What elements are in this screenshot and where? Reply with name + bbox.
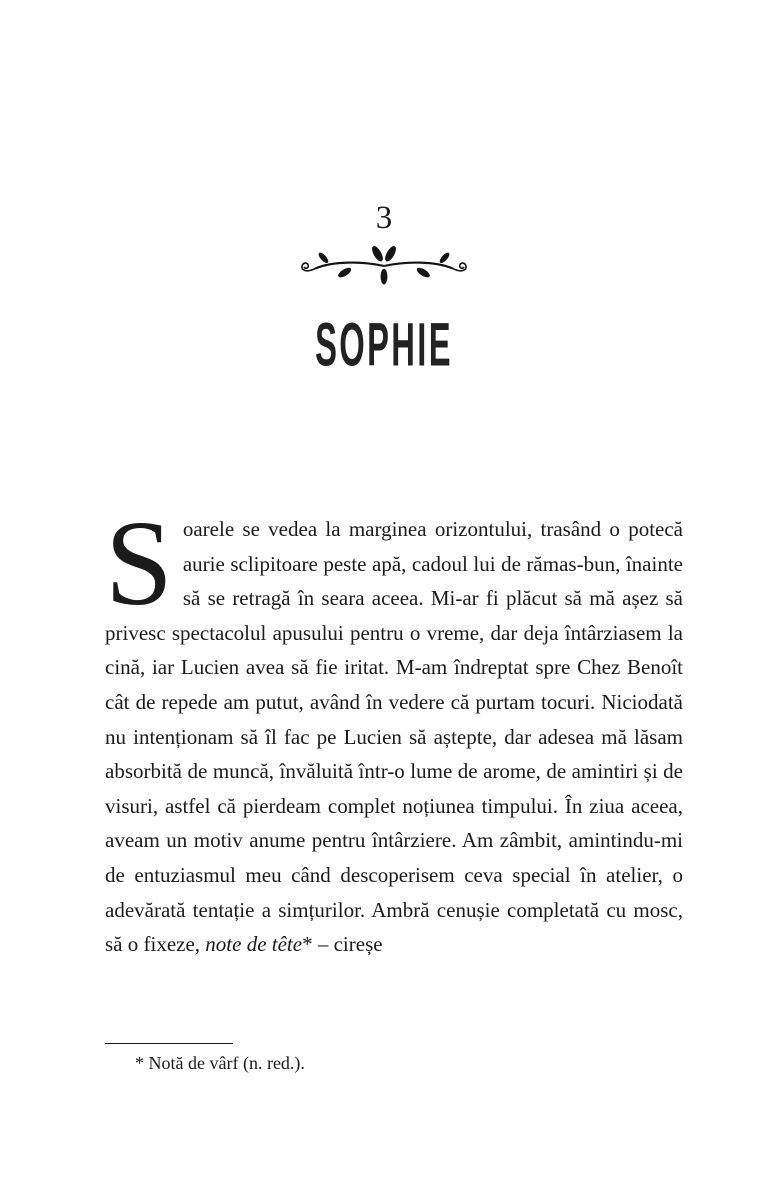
footnote xyxy=(105,1043,683,1074)
floral-ornament-icon xyxy=(294,243,474,289)
paragraph-text-after: * – cireșe xyxy=(302,932,383,957)
footnote-divider xyxy=(105,1043,233,1044)
drop-cap: S xyxy=(105,496,173,631)
ornament-divider xyxy=(0,243,768,294)
chapter-title: SOPHIE xyxy=(315,310,453,379)
paragraph-text: oarele se vedea la marginea orizontului, trasând o potecă aurie sclipitoare peste apă, cadoul lui de rămas-bun, înainte să se retragă în seara aceea. Mi-ar fi plăcut să mă așez să privesc spectacolul apusului pentru o vreme, dar deja întârziasem la cină, iar Lucien avea să fie iritat. M-am îndreptat spre Chez Benoît cât de repede am putut, având în vedere că purtam tocuri. Niciodată nu intenționam să îl fac pe Lucien să aștepte, dar adesea mă lăsam absorbită de muncă, învăluită într-o lume de arome, de amintiri și de visuri, astfel că pierdeam complet noțiunea timpului. În ziua aceea, aveam un motiv anume pentru întârziere. Am zâmbit, amintindu-mi de entuziasmul meu când descoperisem ceva special în atelier, o adevărată tentație a simțurilor. Ambră cenușie completată cu mosc, să o fixeze, xyxy=(105,517,683,957)
chapter-number: 3 xyxy=(375,200,393,236)
footnote-text: * Notă de vârf (n. red.). xyxy=(135,1053,305,1073)
body-paragraph xyxy=(105,496,683,962)
italic-phrase: note de tête xyxy=(205,932,303,957)
